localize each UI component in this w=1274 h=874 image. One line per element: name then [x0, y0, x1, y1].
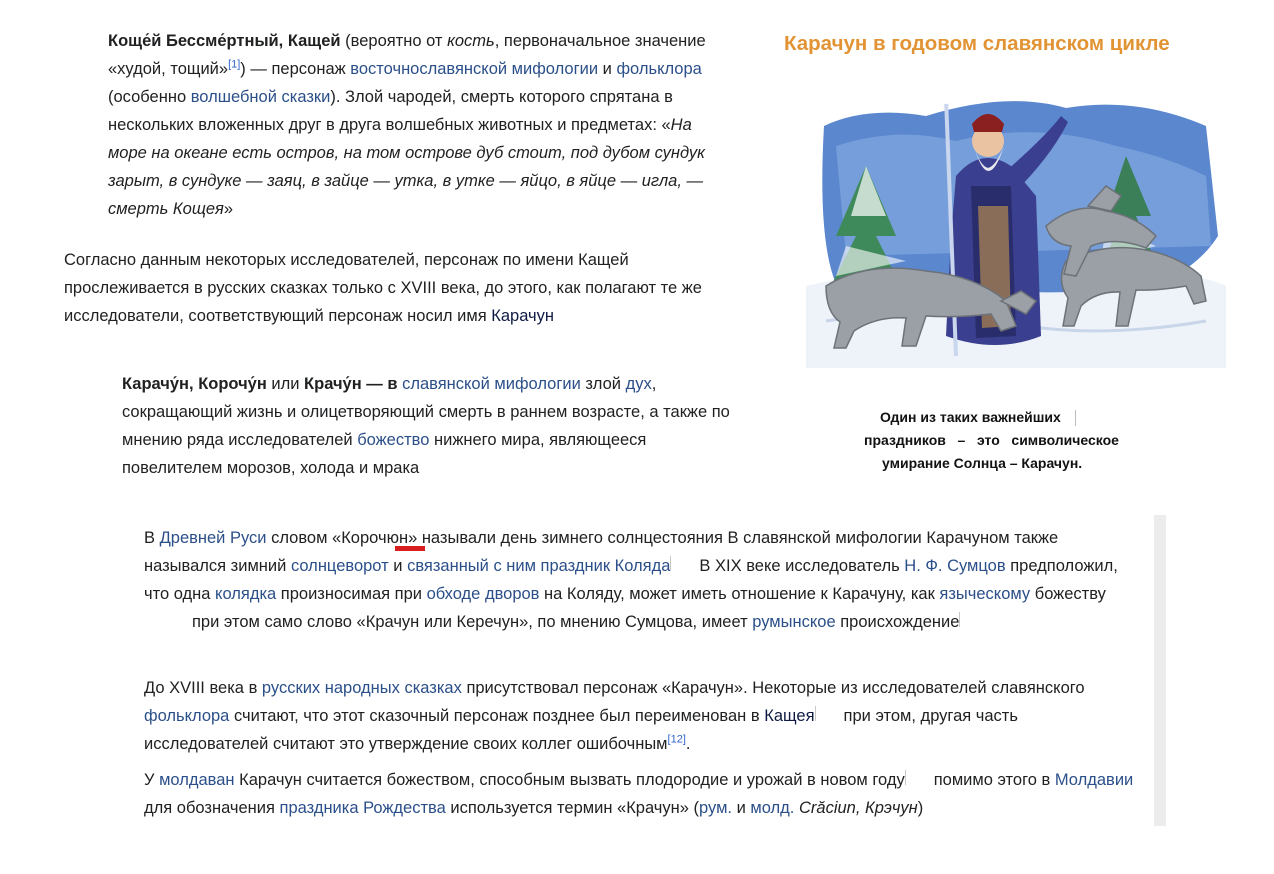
citation-marker	[670, 556, 671, 571]
reference-1[interactable]: [1]	[228, 58, 241, 71]
link-east-slavic-mythology[interactable]: восточнославянской мифологии	[350, 60, 599, 78]
scrollbar[interactable]	[1154, 515, 1166, 826]
karachun-name: Карачун	[491, 307, 554, 325]
kaschei-name: Кащей	[287, 32, 341, 50]
link-kaschei[interactable]: Кащея	[764, 707, 815, 725]
history-section	[131, 515, 1166, 826]
link-deity[interactable]: божество	[357, 431, 430, 449]
reference-12[interactable]: [12]	[667, 733, 686, 746]
origin-paragraph: Согласно данным некоторых исследователей, персонаж по имени Кащей прослеживается в русских сказках только с XVIII века, до этого, как полагают те же исследователи, соответствующий персонаж носил имя Карачун	[64, 251, 702, 325]
citation-marker	[959, 612, 960, 627]
karachun-definition-paragraph: Карачу́н, Корочу́н или Крачу́н — в славянской мифологии злой дух, сокращающий жизнь и олицетворяющий смерть в раннем возрасте, а также по мнению ряда исследователей божество нижнего мира, являющееся повелителем морозов, холода и мрака	[122, 375, 730, 477]
text-cursor	[1075, 410, 1076, 426]
tales-paragraph: До XVIII века в русских народных сказках присутствовал персонаж «Карачун». Некоторые из исследователей славянского фольклора считают, что этот сказочный персонаж позднее был переименован в Кащея при этом, другая часть исследователей считают это утверждение своих коллег ошибочным[12].	[144, 679, 1085, 753]
karachun-illustration	[806, 86, 1226, 368]
link-moldovans[interactable]: молдаван	[159, 771, 235, 789]
citation-marker	[815, 706, 816, 721]
illustration-caption: Один из таких важнейших праздников – это символическое умирание Солнца – Карачун.	[864, 409, 1119, 471]
link-folklore[interactable]: фольклора	[616, 60, 702, 78]
citation-marker	[905, 770, 906, 785]
link-romanian-abbr[interactable]: рум.	[699, 799, 732, 817]
link-spirit[interactable]: дух	[625, 375, 652, 393]
aside-title: Карачун в годовом славянском цикле	[784, 32, 1170, 55]
link-kolyada[interactable]: связанный с ним праздник Коляда	[407, 557, 671, 575]
link-moldovan-abbr[interactable]: молд.	[750, 799, 795, 817]
link-christmas[interactable]: праздника Рождества	[279, 799, 446, 817]
link-slavic-mythology[interactable]: славянской мифологии	[402, 375, 581, 393]
koschei-death-quote: На море на океане есть остров, на том острове дуб стоит, под дубом сундук зарыт, в сундуке — заяц, в зайце — утка, в утке — яйцо, в яйце — игла, — смерть Кощея	[108, 116, 705, 218]
link-romanian[interactable]: румынское	[752, 613, 836, 631]
link-pagan[interactable]: языческому	[939, 585, 1031, 603]
link-russian-folk-tales[interactable]: русских народных сказках	[261, 679, 462, 697]
koschei-name: Коще́й Бессме́ртный	[108, 32, 279, 50]
craciun-terms: Crăciun, Крэчун	[798, 799, 918, 817]
link-solstice[interactable]: солнцеворот	[290, 557, 389, 575]
link-house-rounds[interactable]: обходе дворов	[426, 585, 540, 603]
link-folklore-2[interactable]: фольклора	[144, 707, 230, 725]
koschei-paragraph: Коще́й Бессме́ртный, Кащей (вероятно от кость, первоначальное значение «худой, тощий»[1]) — персонаж восточнославянской мифологии и фольклора (особенно волшебной сказки). Злой чародей, смерть которого спрятана в нескольких вложенных друг в друга волшебных животных и предметах: «На море на океане есть остров, на том острове дуб стоит, под дубом сундук зарыт, в сундуке — заяц, в зайце — утка, в утке — яйцо, в яйце — игла, — смерть Кощея»	[108, 32, 706, 218]
moldova-paragraph: У молдаван Карачун считается божеством, способным вызвать плодородие и урожай в новом году помимо этого в Молдавии для обозначения праздника Рождества используется термин «Крачун» (рум. и молд. Crăciun, Крэчун)	[144, 771, 1134, 817]
link-ancient-rus[interactable]: Древней Руси	[159, 529, 267, 547]
link-moldova[interactable]: Молдавии	[1054, 771, 1134, 789]
ancient-rus-paragraph: В Древней Руси словом «Корочюн» называли день зимнего солнцестояния В славянской мифологии Карачуном также назывался зимний солнцеворот и связанный с ним праздник Коляда В XIX веке исследователь Н. Ф. Сумцов предположил, что одна колядка произносимая при обходе дворов на Коляду, может иметь отношение к Карачуну, как языческому божествупри этом само слово «Крачун или Керечун», по мнению Сумцова, имеет румынское происхождение	[144, 529, 1118, 631]
link-sumtsov[interactable]: Н. Ф. Сумцов	[904, 557, 1006, 575]
link-fairy-tale[interactable]: волшебной сказки	[190, 88, 331, 106]
link-carol[interactable]: колядка	[215, 585, 277, 603]
